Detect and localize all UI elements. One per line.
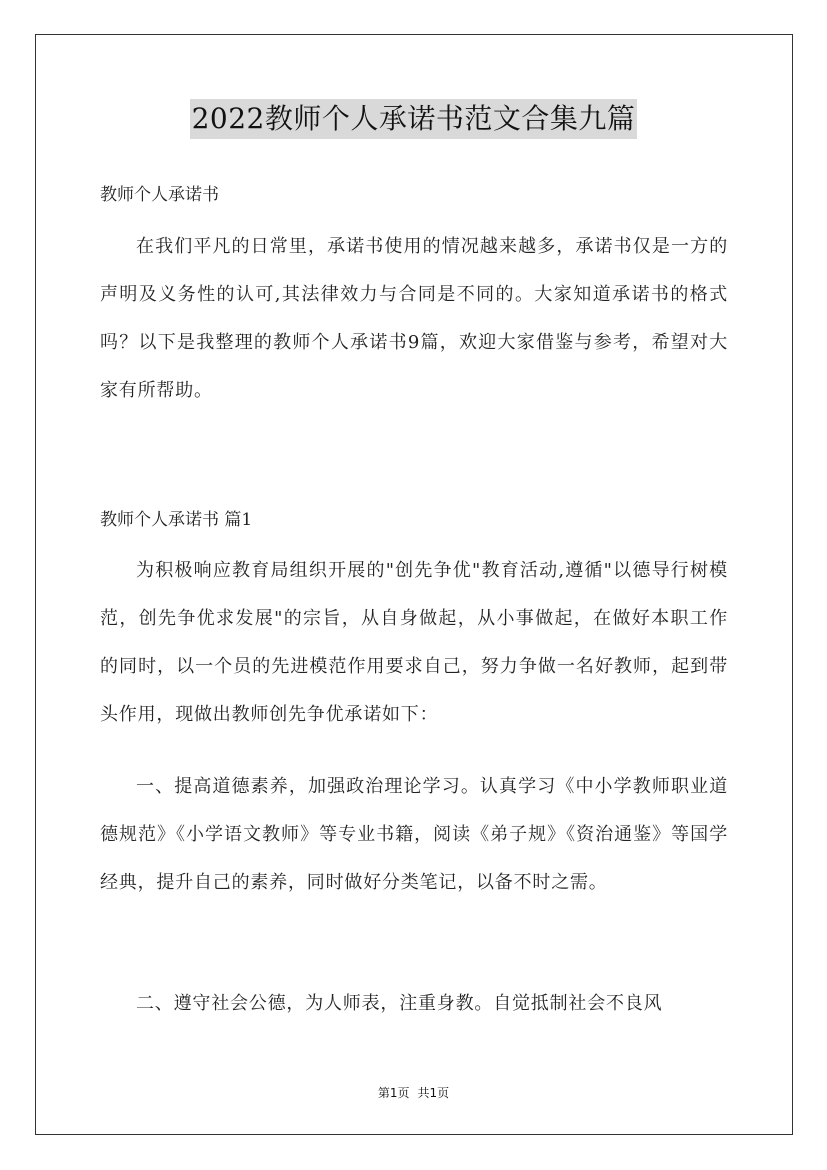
document-title: 2022教师个人承诺书范文合集九篇 <box>190 99 638 139</box>
body-paragraph-3: 二、遵守社会公德，为人师表，注重身教。自觉抵制社会不良风 <box>136 993 663 1014</box>
intro-paragraph: 在我们平凡的日常里，承诺书使用的情况越来越多，承诺书仅是一方的声明及义务性的认可,其法律效力与合同是不同的。大家知道承诺书的格式吗？以下是我整理的教师个人承诺书9篇，欢迎大家借鉴与参考，希望对大家有所帮助。 <box>100 236 728 401</box>
section-heading: 教师个人承诺书 <box>100 185 219 205</box>
page-number: 第1页 <box>377 1086 410 1100</box>
body-paragraph-1: 为积极响应教育局组织开展的"创先争优"教育活动,遵循"以德导行树模范，创先争优求发展"的宗旨，从自身做起，从小事做起，在做好本职工作的同时，以一个员的先进模范作用要求自己，努力争做一名好教师，起到带头作用，现做出教师创先争优承诺如下： <box>100 560 728 725</box>
body-paragraph-2: 一、提高道德素养，加强政治理论学习。认真学习《中小学教师职业道德规范》《小学语文教师》等专业书籍，阅读《弟子规》《资治通鉴》等国学经典，提升自己的素养，同时做好分类笔记，以备不时之需。 <box>100 776 728 893</box>
title-container <box>0 99 827 139</box>
page-total: 共1页 <box>417 1086 450 1100</box>
article-heading: 教师个人承诺书 篇1 <box>100 510 253 530</box>
page-footer <box>0 1084 827 1101</box>
